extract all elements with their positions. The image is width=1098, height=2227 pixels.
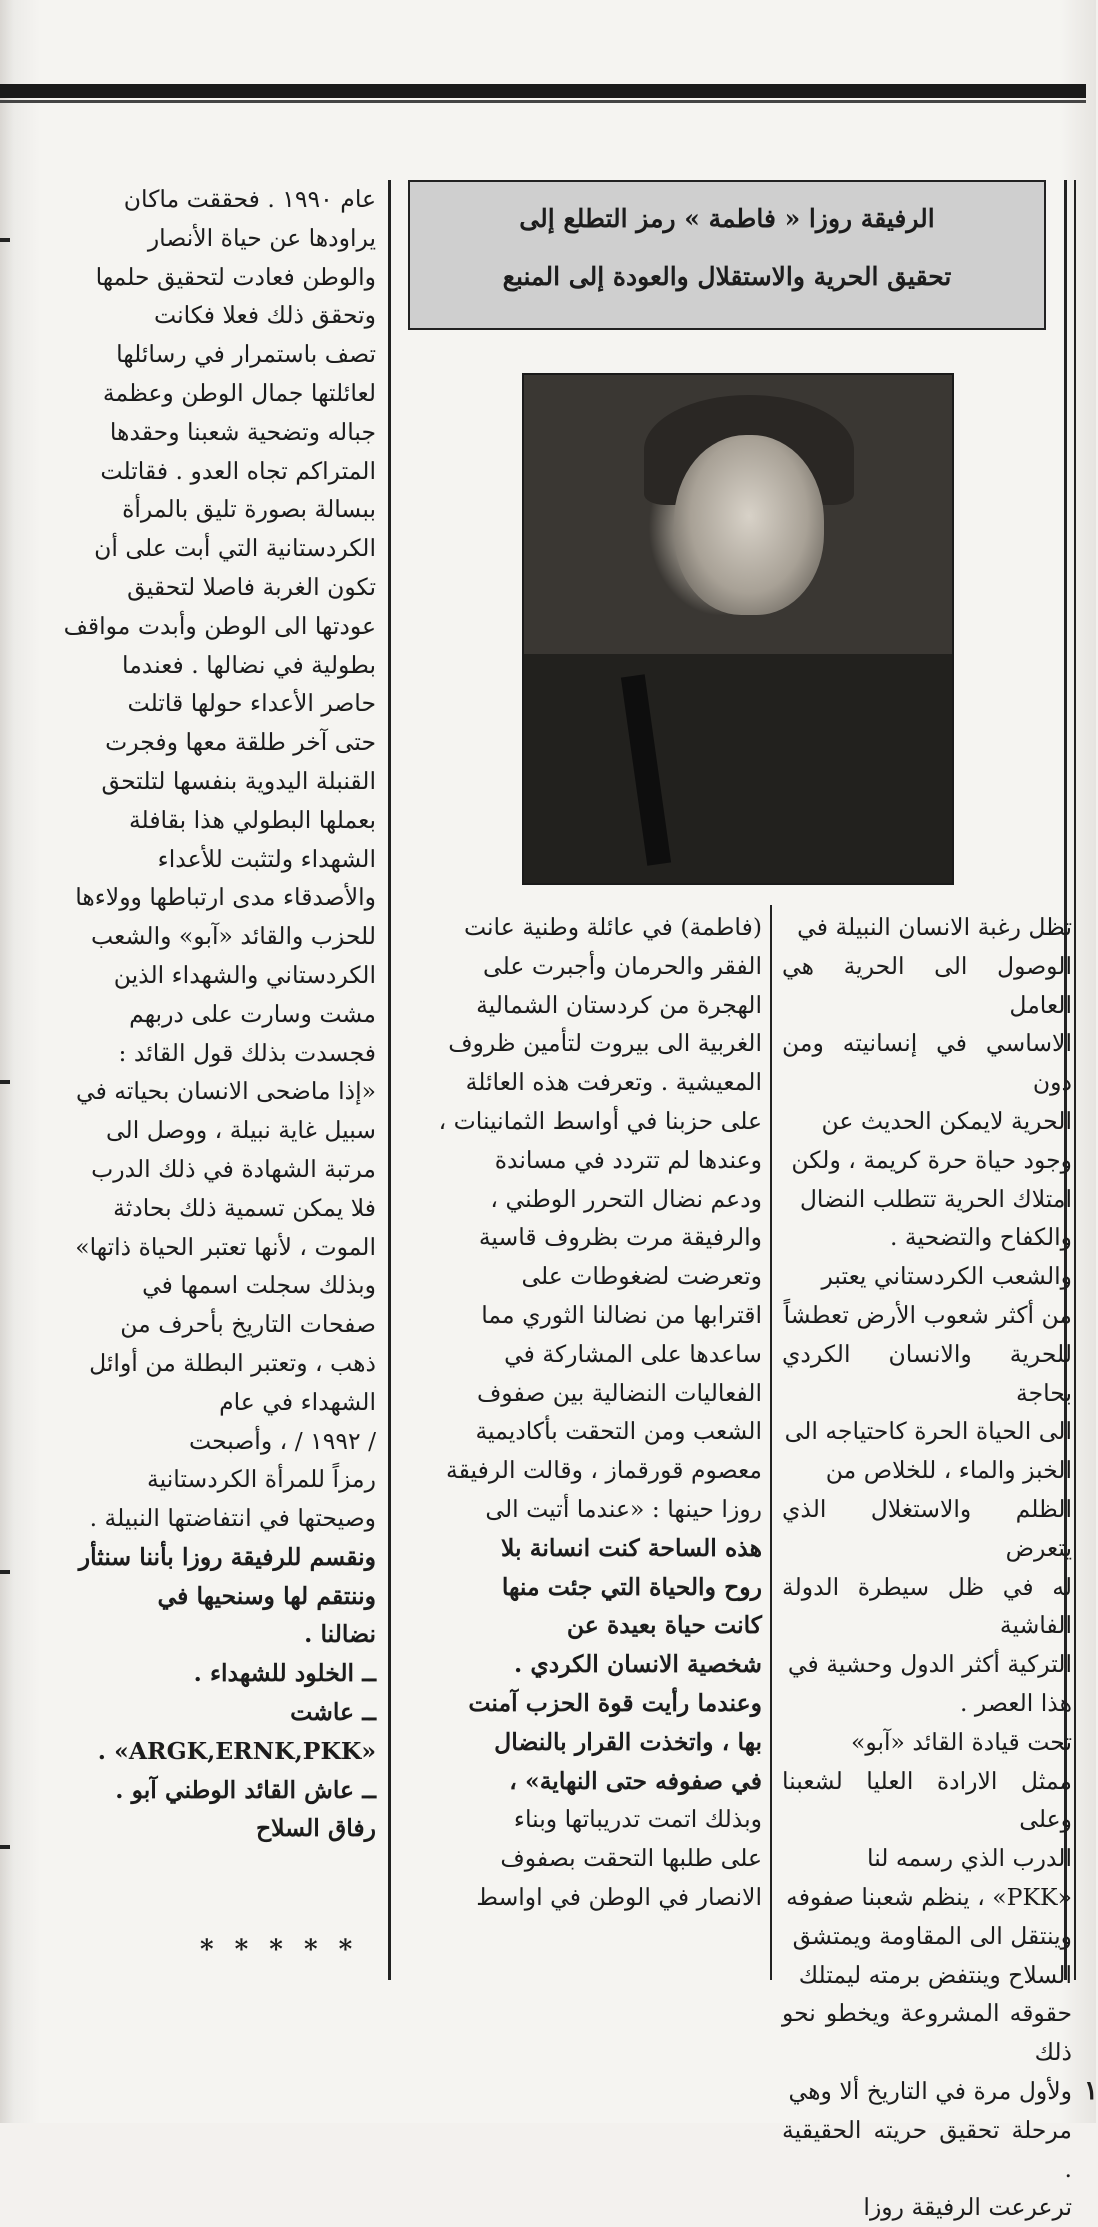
text-line: وصيحتها في انتفاضتها النبيلة . <box>89 1504 376 1533</box>
text-line: رمزاً للمرأة الكردستانية <box>147 1465 376 1494</box>
text-line: هذه الساحة كنت انسانة بلا <box>501 1533 762 1562</box>
text-line: وعندما رأيت قوة الحزب آمنت <box>468 1688 762 1717</box>
text-line: ذهب ، وتعتبر البطلة من أوائل <box>89 1348 376 1377</box>
photo-shadow <box>524 654 952 883</box>
text-line: القنبلة اليدوية بنفسها لتلتحق <box>101 766 376 795</box>
text-line: / ١٩٩٢ / ، وأصبحت <box>189 1426 376 1455</box>
text-line: ــ عاش القائد الوطني آبو . <box>115 1775 376 1804</box>
text-line: (فاطمة) في عائلة وطنية عانت <box>463 913 762 941</box>
text-line: فجسدت بذلك قول القائد : <box>118 1038 376 1067</box>
text-line: المتراكم تجاه العدو . فقاتلت <box>100 456 376 485</box>
text-line: الدرب الذي رسمه لنا <box>867 1844 1072 1873</box>
text-line: ــ عاشت <box>290 1698 376 1727</box>
text-line: الخبز والماء ، للخلاص من <box>825 1456 1072 1485</box>
text-line: ترعرعت الرفيقة روزا <box>863 2193 1072 2222</box>
text-line: عودتها الى الوطن وأبدت مواقف <box>63 611 376 640</box>
text-line: رفاق السلاح <box>255 1814 376 1843</box>
text-line: حتى آخر طلقة معها وفجرت <box>105 728 376 757</box>
text-line: له في ظل سيطرة الدولة الفاشية <box>782 1572 1072 1640</box>
text-line: «ARGK,ERNK,PKK» . <box>97 1736 376 1765</box>
text-line: ــ الخلود للشهداء . <box>193 1659 376 1688</box>
text-line: وبذلك سجلت اسمها في <box>142 1271 376 1300</box>
page-number: ١ <box>1084 2076 1098 2106</box>
text-line: والشعب الكردستاني يعتبر <box>821 1262 1072 1291</box>
text-line: فلا يمكن تسمية ذلك بحادثة <box>113 1193 376 1222</box>
text-line: للحزب والقائد «آبو» والشعب <box>91 922 376 951</box>
text-line: «PKK» ، ينظم شعبنا صفوفه <box>786 1882 1072 1911</box>
text-line: ودعم نضال التحرر الوطني ، <box>490 1184 762 1213</box>
text-line: لعائلتها جمال الوطن وعظمة <box>102 378 376 407</box>
header-rule-thin <box>0 100 1086 103</box>
text-line: تظل رغبة الانسان النبيلة في <box>797 913 1072 941</box>
text-line: الهجرة من كردستان الشمالية <box>476 990 762 1019</box>
binding-mark <box>0 238 10 242</box>
text-line: روزا حينها : «عندما أتيت الى <box>485 1494 762 1523</box>
text-line: ممثل الارادة العليا لشعبنا وعلى <box>782 1766 1072 1834</box>
portrait-photo <box>522 373 954 885</box>
text-line: مرحلة تحقيق حريته الحقيقية . <box>782 2115 1072 2183</box>
text-line: التركية أكثر الدول وحشية في <box>787 1650 1072 1679</box>
text-line: ولأول مرة في التاريخ ألا وهي <box>788 2076 1072 2105</box>
article-title-line-1: الرفيقة روزا « فاطمة » رمز التطلع إلى <box>519 204 935 233</box>
text-line: في صفوفه حتى النهاية» ، <box>509 1766 762 1795</box>
text-line: حقوقه المشروعة ويخطو نحو ذلك <box>782 1999 1072 2067</box>
text-line: مرتبة الشهادة في ذلك الدرب <box>91 1154 376 1183</box>
text-line: نضالنا . <box>304 1620 376 1649</box>
text-line: روح والحياة التي جئت منها <box>501 1572 762 1601</box>
binding-mark <box>0 1845 10 1849</box>
text-line: المعيشية . وتعرفت هذه العائلة <box>465 1068 762 1097</box>
text-line: على حزبنا في أواسط الثمانينات ، <box>438 1106 762 1135</box>
text-line: حاصر الأعداء حولها قاتلت <box>127 689 376 718</box>
text-line: الفعاليات النضالية بين صفوف <box>476 1378 762 1407</box>
text-line: الانصار في الوطن في اواسط <box>476 1882 762 1911</box>
text-line: «إذا ماضحى الانسان بحياته في <box>75 1077 376 1106</box>
text-line: ببسالة بصورة تليق بالمرأة <box>122 495 376 524</box>
text-line: وننتقم لها وسنحيها في <box>157 1581 376 1610</box>
text-line: وينتقل الى المقاومة ويمتشق <box>792 1921 1072 1950</box>
end-stars: * * * * * <box>200 1935 359 1965</box>
text-line: والأصدقاء مدى ارتباطها وولاءها <box>75 883 376 912</box>
binding-mark <box>0 1080 10 1084</box>
text-line: جباله وتضحية شعبنا وحقدها <box>109 417 376 446</box>
column-rule <box>1074 180 1076 1980</box>
text-line: شخصية الانسان الكردي . <box>513 1650 762 1679</box>
text-line: والوطن فعادت لتحقيق حلمها <box>95 262 376 291</box>
text-line: هذا العصر . <box>959 1688 1072 1717</box>
text-line: الاساسي في إنسانيته ومن دون <box>782 1029 1072 1097</box>
text-line: الى الحياة الحرة كاحتياجه الى <box>784 1417 1072 1446</box>
text-line: تصف باستمرار في رسائلها <box>116 340 376 369</box>
text-line: الشعب ومن التحقت بأكاديمية <box>475 1417 762 1446</box>
text-line: تحت قيادة القائد «آبو» <box>850 1727 1072 1756</box>
text-line: تكون الغربة فاصلا لتحقيق <box>127 572 376 601</box>
article-title-line-2: تحقيق الحرية والاستقلال والعودة إلى المنبع <box>502 262 952 291</box>
article-column-middle <box>398 908 762 1917</box>
text-line: الغربية الى بيروت لتأمين ظروف <box>448 1029 762 1058</box>
text-line: الفقر والحرمان وأجبرت على <box>483 951 762 980</box>
text-line: الحرية لايمكن الحديث عن <box>821 1106 1072 1135</box>
article-title-box <box>408 180 1046 330</box>
column-rule <box>770 905 772 1980</box>
photo-face <box>674 435 824 615</box>
text-line: ونقسم للرفيقة روزا بأننا سنثأر <box>78 1542 376 1571</box>
text-line: كانت حياة بعيدة عن <box>566 1611 762 1640</box>
text-line: ساعدها على المشاركة في <box>504 1339 762 1368</box>
text-line: مشت وسارت على دربهم <box>129 999 376 1028</box>
text-line: للحرية والانسان الكردي بحاجة <box>782 1339 1072 1407</box>
article-column-right <box>782 908 1072 2227</box>
header-rule <box>0 84 1086 98</box>
text-line: امتلاك الحرية تتطلب النضال <box>799 1184 1072 1213</box>
text-line: على طلبها التحقت بصفوف <box>500 1844 762 1873</box>
text-line: من أكثر شعوب الأرض تعطشاً <box>783 1300 1072 1329</box>
text-line: صفحات التاريخ بأحرف من <box>120 1310 376 1339</box>
text-line: الشهداء في عام <box>219 1387 376 1416</box>
text-line: وتعرضت لضغوطات على <box>521 1262 762 1291</box>
text-line: معصوم قورقماز ، وقالت الرفيقة <box>446 1456 762 1485</box>
text-line: الظلم والاستغلال الذي يتعرض <box>782 1494 1072 1562</box>
text-line: اقترابها من نضالنا الثوري مما <box>481 1300 762 1329</box>
text-line: وعندها لم تتردد في مساندة <box>494 1145 762 1174</box>
text-line: الكردستاني والشهداء الذين <box>113 960 376 989</box>
text-line: الكردستانية التي أبت على أن <box>94 534 376 563</box>
text-line: وجود حياة حرة كريمة ، ولكن <box>791 1145 1072 1174</box>
text-line: بطولية في نضالها . فعندما <box>122 650 376 679</box>
text-line: والكفاح والتضحية . <box>889 1223 1072 1252</box>
text-line: الموت ، لأنها تعتبر الحياة ذاتها» <box>75 1232 376 1261</box>
text-line: الشهداء ولتثبت للأعداء <box>157 844 376 873</box>
text-line: بعملها البطولي هذا بقافلة <box>128 805 376 834</box>
text-line: السلاح وينتفض برمته ليمتلك <box>798 1960 1072 1989</box>
text-line: وتحقق ذلك فعلا فكانت <box>154 301 376 330</box>
text-line: عام ١٩٩٠ . فحققت ماكان <box>123 185 376 213</box>
text-line: والرفيقة مرت بظروف قاسية <box>478 1223 762 1252</box>
text-line: وبذلك اتمت تدريباتها وبناء <box>513 1805 762 1834</box>
article-column-left <box>44 180 376 1848</box>
text-line: الوصول الى الحرية هي العامل <box>782 951 1072 1019</box>
column-rule <box>388 180 391 1980</box>
text-line: بها ، واتخذت القرار بالنضال <box>494 1727 762 1756</box>
text-line: سبيل غاية نبيلة ، ووصل الى <box>105 1116 376 1145</box>
binding-mark <box>0 1570 10 1574</box>
text-line: يراودها عن حياة الأنصار <box>147 223 376 252</box>
